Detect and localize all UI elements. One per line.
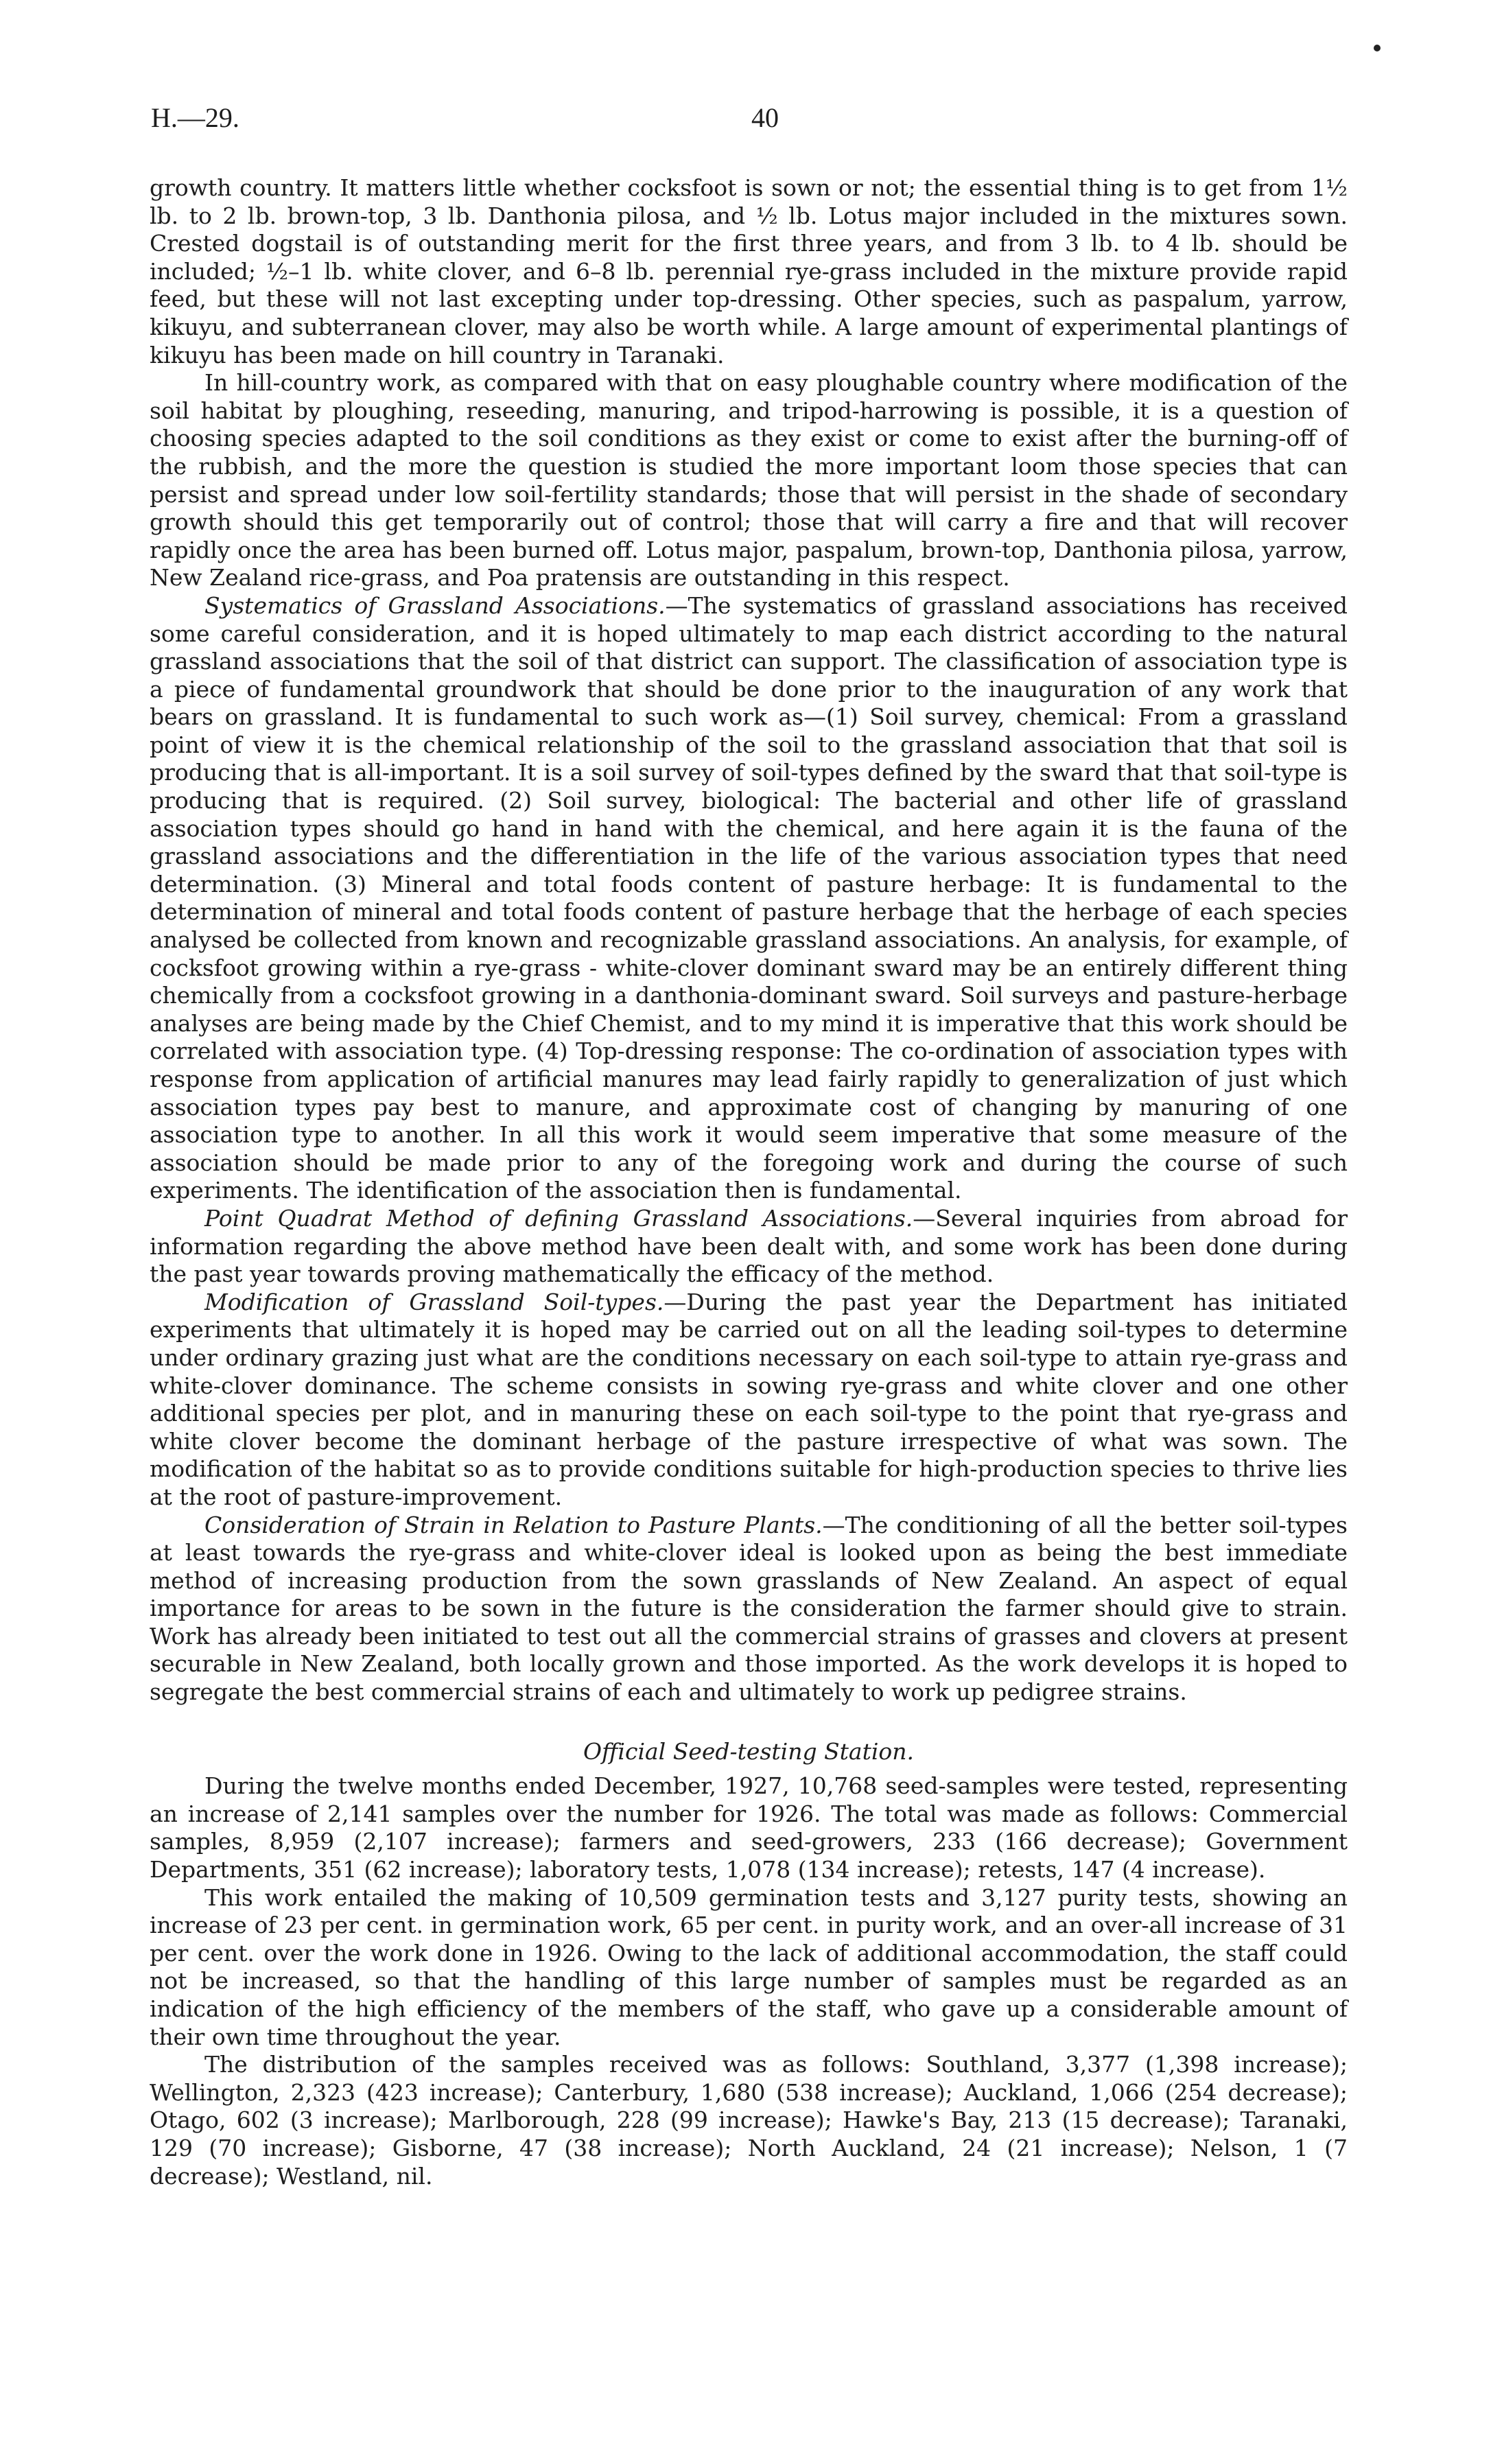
paragraph: During the twelve months ended December, 1927, 10,768 seed-samples were tested, representing an increase of 2,141 samples over the number for 1926. The total was made as follows: Commercial samples, 8,959 (2,107 increase); farmers and seed-growers, 233 (166 decrease); Government Departments, 351 (62 increase); laboratory tests, 1,078 (134 increase); retests, 147 (4 increase). bbox=[150, 1772, 1348, 1884]
page-header bbox=[151, 102, 1345, 143]
paragraph-heading: Consideration of Strain in Relation to Pasture Plants. bbox=[204, 1511, 823, 1538]
paragraph: Modification of Grassland Soil-types.—During the past year the Department has initiated experiments that ultimately it is hoped may be carried out on all the leading soil-types to determine under ordinary grazing just what are the conditions necessary on each soil-type to attain rye-grass and white-clover dominance. The scheme consists in sowing rye-grass and white clover and one other additional species per plot, and in manuring these on each soil-type to the point that rye-grass and white clover become the dominant herbage of the pasture irrespective of what was sown. The modification of the habitat so as to provide conditions suitable for high-production species to thrive lies at the root of pasture-improvement. bbox=[150, 1288, 1348, 1510]
paragraph: Consideration of Strain in Relation to Pasture Plants.—The conditioning of all the better soil-types at least towards the rye-grass and white-clover ideal is looked upon as being the best immediate method of increasing production from the sown grasslands of New Zealand. An aspect of equal importance for areas to be sown in the future is the consideration the farmer should give to strain. Work has already been initiated to test out all the commercial strains of grasses and clovers at present securable in New Zealand, both locally grown and those imported. As the work develops it is hoped to segregate the best commercial strains of each and ultimately to work up pedigree strains. bbox=[150, 1511, 1348, 1706]
corner-mark bbox=[1374, 45, 1381, 51]
paragraph-heading: Systematics of Grassland Associations. bbox=[204, 591, 666, 619]
page-number: 40 bbox=[751, 102, 779, 133]
paragraph-heading: Modification of Grassland Soil-types. bbox=[204, 1288, 664, 1315]
paragraph-heading: Point Quadrat Method of defining Grassland Associations. bbox=[204, 1204, 913, 1232]
paragraph: Point Quadrat Method of defining Grassland Associations.—Several inquiries from abroad for information regarding the above method have been dealt with, and some work has been done during the past year towards proving mathematically the efficacy of the method. bbox=[150, 1204, 1348, 1288]
paragraph: In hill-country work, as compared with that on easy ploughable country where modification of the soil habitat by ploughing, reseeding, manuring, and tripod-harrowing is possible, it is a question of choosing species adapted to the soil conditions as they exist or come to exist after the burning-off of the rubbish, and the more the question is studied the more important loom those species that can persist and spread under low soil-fertility standards; those that will persist in the shade of secondary growth should this get temporarily out of control; those that will carry a fire and that will recover rapidly once the area has been burned off. Lotus major, paspalum, brown-top, Danthonia pilosa, yarrow, New Zealand rice-grass, and Poa pratensis are outstanding in this respect. bbox=[150, 369, 1348, 591]
page-code: H.—29. bbox=[151, 102, 239, 133]
paragraph: Systematics of Grassland Associations.—The systematics of grassland associations has received some careful consideration, and it is hoped ultimately to map each district according to the natural grassland associations that the soil of that district can support. The classification of association type is a piece of fundamental groundwork that should be done prior to the inauguration of any work that bears on grassland. It is fundamental to such work as—(1) Soil survey, chemical: From a grassland point of view it is the chemical relationship of the soil to the grassland association that that soil is producing that is all-important. It is a soil survey of soil-types defined by the sward that that soil-type is producing that is required. (2) Soil survey, biological: The bacterial and other life of grassland association types should go hand in hand with the chemical, and here again it is the fauna of the grassland associations and the differentiation in the life of the various association types that need determination. (3) Mineral and total foods content of pasture herbage: It is fundamental to the determination of mineral and total foods content of pasture herbage that the herbage of each species analysed be collected from known and recognizable grassland associations. An analysis, for example, of cocksfoot growing within a rye-grass - white-clover dominant sward may be an entirely different thing chemically from a cocksfoot growing in a danthonia-dominant sward. Soil surveys and pasture-herbage analyses are being made by the Chief Chemist, and to my mind it is imperative that this work should be correlated with association type. (4) Top-dressing response: The co-ordination of association types with response from application of artificial manures may lead fairly rapidly to generalization of just which association types pay best to manure, and approximate cost of changing by manuring of one association type to another. In all this work it would seem imperative that some measure of the association should be made prior to any of the foregoing work and during the course of such experiments. The identification of the association then is fundamental. bbox=[150, 591, 1348, 1204]
paragraph: This work entailed the making of 10,509 germination tests and 3,127 purity tests, showing an increase of 23 per cent. in germination work, 65 per cent. in purity work, and an over-all increase of 31 per cent. over the work done in 1926. Owing to the lack of additional accommodation, the staff could not be increased, so that the handling of this large number of samples must be regarded as an indication of the high efficiency of the members of the staff, who gave up a considerable amount of their own time throughout the year. bbox=[150, 1884, 1348, 2050]
section-title: Official Seed-testing Station. bbox=[583, 1737, 915, 1765]
paragraph: The distribution of the samples received was as follows: Southland, 3,377 (1,398 increase); Wellington, 2,323 (423 increase); Canterbury, 1,680 (538 increase); Auckland, 1,066 (254 decrease); Otago, 602 (3 increase); Marlborough, 228 (99 increase); Hawke's Bay, 213 (15 decrease); Taranaki, 129 (70 increase); Gisborne, 47 (38 increase); North Auckland, 24 (21 increase); Nelson, 1 (7 decrease); Westland, nil. bbox=[150, 2051, 1348, 2190]
page-body bbox=[150, 174, 1348, 2190]
paragraph: growth country. It matters little whether cocksfoot is sown or not; the essential thing is to get from 1½ lb. to 2 lb. brown-top, 3 lb. Danthonia pilosa, and ½ lb. Lotus major included in the mixtures sown. Crested dogstail is of outstanding merit for the first three years, and from 3 lb. to 4 lb. should be included; ½–1 lb. white clover, and 6–8 lb. perennial rye-grass included in the mixture provide rapid feed, but these will not last excepting under top-dressing. Other species, such as paspalum, yarrow, kikuyu, and subterranean clover, may also be worth while. A large amount of experimental plantings of kikuyu has been made on hill country in Taranaki. bbox=[150, 174, 1348, 368]
